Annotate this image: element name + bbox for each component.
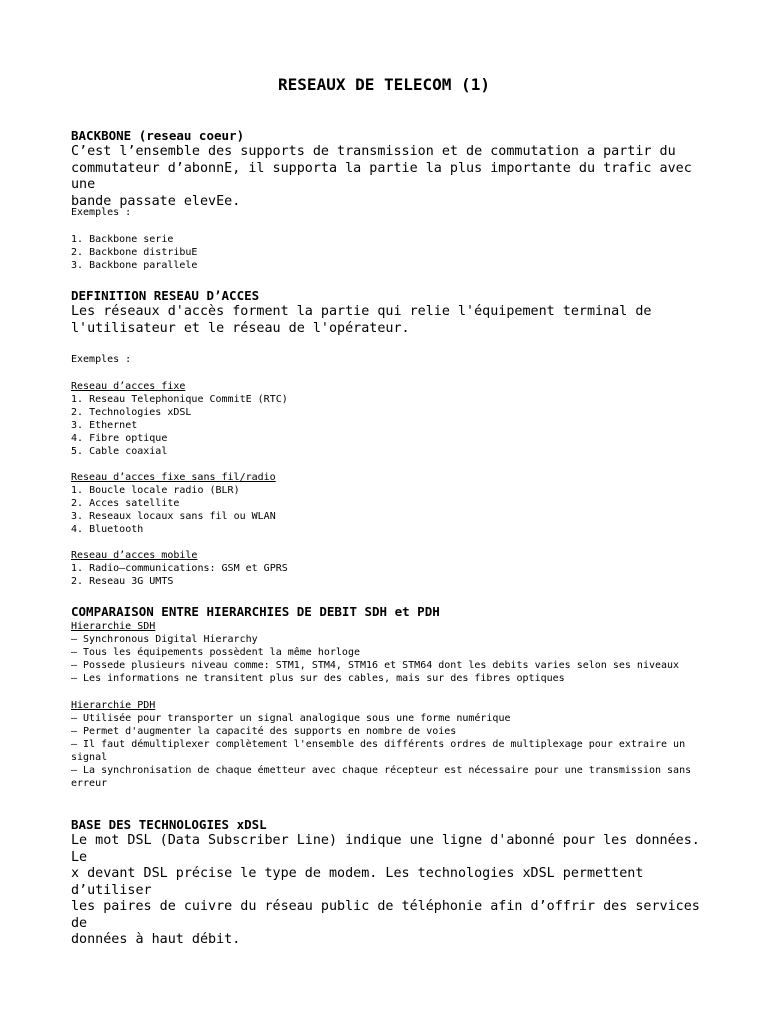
paragraph-line: les paires de cuivre du réseau public de téléphonie afin d’offrir des services de bbox=[71, 899, 700, 931]
list-item: 4 . Fibre optique bbox=[71, 432, 711, 445]
list-item: 4 . Bluetooth bbox=[71, 523, 711, 536]
sdh-line: – Synchronous Digital Hierarchy bbox=[71, 634, 258, 645]
list-item: 2 . Backbone distribuE bbox=[71, 246, 711, 259]
list-item: 1 . Backbone serie bbox=[71, 233, 711, 246]
comparaison-section bbox=[71, 604, 711, 685]
list-item: 5 . Cable coaxial bbox=[71, 445, 711, 458]
pdh-label: Hierarchie PDH bbox=[71, 700, 156, 711]
acces-radio-group bbox=[71, 471, 711, 536]
list-item: 3 . Ethernet bbox=[71, 419, 711, 432]
list-item: 2 . Technologies xDSL bbox=[71, 406, 711, 419]
backbone-paragraph bbox=[71, 144, 711, 210]
document-title: RESEAUX DE TELECOM (1) bbox=[278, 75, 490, 94]
paragraph-line: commutateur d’abonnE, il supporta la partie la plus importante du trafic avec une bbox=[71, 160, 692, 192]
pdh-line: – La synchronisation de chaque émetteur avec chaque récepteur est nécessaire pour une transmission sans bbox=[71, 765, 692, 776]
backbone-examples-label: Exemples : bbox=[71, 207, 132, 218]
acces-fixe-list bbox=[71, 393, 711, 458]
acces-section bbox=[71, 288, 711, 337]
acces-radio-label: Reseau d’acces fixe sans fil/radio bbox=[71, 472, 276, 483]
acces-fixe-group bbox=[71, 380, 711, 458]
acces-mobile-label: Reseau d’acces mobile bbox=[71, 550, 198, 561]
pdh-group bbox=[71, 699, 711, 790]
xdsl-heading: BASE DES TECHNOLOGIES xDSL bbox=[71, 817, 267, 832]
sdh-line: – Possede plusieurs niveau comme: STM1, STM4, STM16 et STM64 dont les debits varies selon ses niveaux bbox=[71, 660, 680, 671]
paragraph-line: l'utilisateur et le réseau de l'opérateur. bbox=[71, 320, 410, 336]
pdh-line: – Utilisée pour transporter un signal analogique sous une forme numérique bbox=[71, 713, 511, 724]
sdh-group bbox=[71, 620, 711, 685]
paragraph-line: bande passate elevEe. bbox=[71, 193, 241, 209]
pdh-line: – Permet d'augmenter la capacité des supports en nombre de voies bbox=[71, 726, 457, 737]
paragraph-line: C’est l’ensemble des supports de transmission et de commutation a partir du bbox=[71, 144, 676, 159]
pdh-line: erreur bbox=[71, 778, 108, 789]
sdh-label: Hierarchie SDH bbox=[71, 621, 156, 632]
acces-radio-list bbox=[71, 484, 711, 536]
pdh-line: – Il faut démultiplexer complètement l'ensemble des différents ordres de multiplexage pour extraire un bbox=[71, 739, 686, 750]
sdh-line: – Tous les équipements possèdent la même horloge bbox=[71, 647, 360, 658]
paragraph-line: données à haut débit. bbox=[71, 932, 241, 947]
sdh-line: – Les informations ne transitent plus sur des cables, mais sur des fibres optiques bbox=[71, 673, 565, 684]
pdh-line: signal bbox=[71, 752, 108, 763]
list-item: 1 . Radio–communications: GSM et GPRS bbox=[71, 562, 711, 575]
acces-mobile-group bbox=[71, 549, 711, 588]
paragraph-line: Le mot DSL (Data Subscriber Line) indique une ligne d'abonné pour les données. Le bbox=[71, 833, 700, 865]
list-item: 3 . Backbone parallele bbox=[71, 259, 711, 272]
list-item: 1 . Boucle locale radio (BLR) bbox=[71, 484, 711, 497]
backbone-examples-list bbox=[71, 233, 711, 272]
list-item: 2 . Reseau 3G UMTS bbox=[71, 575, 711, 588]
acces-heading: DEFINITION RESEAU D’ACCES bbox=[71, 288, 260, 303]
list-item: 1 . Reseau Telephonique CommitE (RTC) bbox=[71, 393, 711, 406]
acces-paragraph bbox=[71, 304, 711, 337]
comparaison-heading: COMPARAISON ENTRE HIERARCHIES DE DEBIT SDH et PDH bbox=[71, 604, 440, 619]
xdsl-paragraph bbox=[71, 833, 711, 949]
acces-mobile-list bbox=[71, 562, 711, 588]
acces-fixe-label: Reseau d’acces fixe bbox=[71, 381, 186, 392]
paragraph-line: x devant DSL précise le type de modem. Les technologies xDSL permettent d’utiliser bbox=[71, 866, 644, 898]
list-item: 3 . Reseaux locaux sans fil ou WLAN bbox=[71, 510, 711, 523]
acces-examples-label: Exemples : bbox=[71, 354, 132, 365]
backbone-heading: BACKBONE (reseau coeur) bbox=[71, 128, 245, 143]
xdsl-section bbox=[71, 817, 711, 949]
paragraph-line: Les réseaux d'accès forment la partie qui relie l'équipement terminal de bbox=[71, 304, 652, 319]
backbone-section bbox=[71, 128, 711, 210]
list-item: 2 . Acces satellite bbox=[71, 497, 711, 510]
